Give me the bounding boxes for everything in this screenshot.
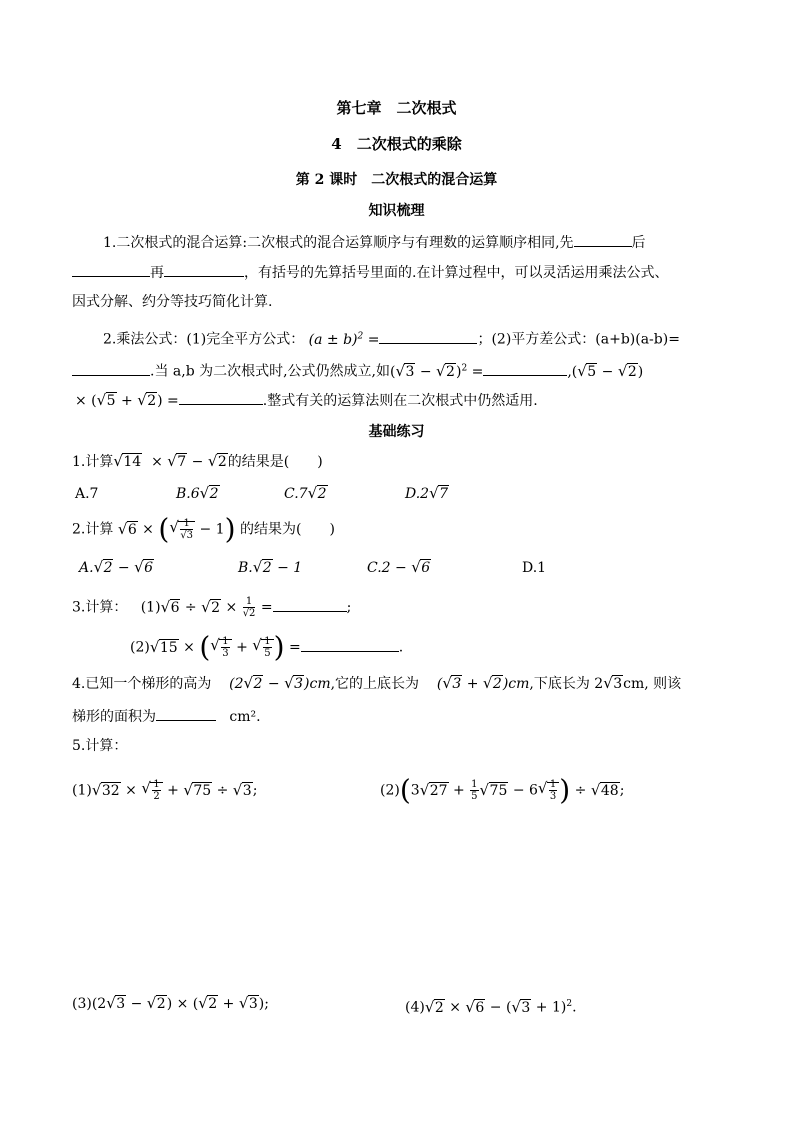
- text: cm².: [229, 709, 261, 725]
- text: .当 a,b 为二次根式时,公式仍然成立,如: [150, 363, 391, 380]
- question-5-stem: 5.计算：: [72, 738, 128, 754]
- text: 2.计算: [72, 521, 114, 538]
- text: B.: [238, 560, 253, 576]
- text: 4.已知一个梯形的高为: [72, 676, 212, 692]
- question-1-option-d: D.2√ 7: [405, 484, 449, 504]
- knowledge-p1-line3: 因式分解、约分等技巧简化计算.: [72, 294, 273, 310]
- knowledge-heading: 知识梳理: [368, 203, 425, 219]
- text: (3): [72, 996, 92, 1012]
- text: ；(2)平方差公式：(a+b)(a-b)=: [477, 331, 680, 348]
- text: 再: [150, 265, 164, 281]
- text: (4): [405, 999, 425, 1016]
- text: 1.二次根式的混合运算:二次根式的混合运算顺序与有理数的运算顺序相同,先: [103, 235, 574, 251]
- practice-heading: 基础练习: [368, 424, 425, 440]
- blank: [164, 262, 244, 277]
- question-3-part-1: 3.计算： (1)√ 6 ÷ √ 2 × $\frac{1}{√2}$ = ;: [72, 596, 351, 619]
- text: ,下底长为 2: [529, 676, 604, 692]
- chapter-title: 第七章 二次根式: [336, 99, 457, 117]
- text: (1): [140, 599, 161, 616]
- question-2-option-c: C.2 − √ 6: [367, 558, 431, 578]
- knowledge-p2-line3: [75, 390, 538, 411]
- blank: [483, 361, 567, 376]
- text: 2.乘法公式：(1)完全平方公式：: [103, 331, 305, 348]
- lesson-title: 第 2 课时 二次根式的混合运算: [295, 172, 498, 188]
- blank: [179, 390, 263, 405]
- question-1-option-c: C.7√ 2: [284, 484, 328, 504]
- blank: [574, 232, 632, 247]
- question-5-part-2: (2)(3√ 27 + $\frac{1}{5}$ √ 75 − 6 √ $\frac{1}{3}$ ) ÷ √ 48;: [380, 779, 624, 802]
- blank: [156, 706, 216, 721]
- question-2-option-d: D.1: [522, 560, 547, 576]
- text: 的结果为( ): [239, 521, 335, 538]
- text: 后: [631, 235, 646, 251]
- knowledge-p2-line1: [103, 326, 680, 350]
- text: 的结果是( ): [227, 454, 323, 470]
- question-1-stem: 1.计算√ 14 × √ 7 − √ 2的结果是( ): [72, 452, 323, 472]
- question-1-option-a: A.7: [75, 486, 99, 502]
- text: B.6: [176, 486, 200, 502]
- knowledge-p1-line2: [72, 262, 668, 283]
- text: 梯形的面积为: [72, 709, 156, 725]
- text: C.2 −: [367, 560, 407, 576]
- formula: $(a \pm b)^2$ =: [308, 331, 380, 348]
- formula: (√ 3 − √ 2)$^2$ =: [390, 364, 483, 380]
- blank: [379, 329, 477, 344]
- text: (2): [380, 782, 400, 799]
- question-5-part-1: (1)√ 32 × √ $\frac{1}{2}$ + √ 75 ÷ √ 3;: [72, 779, 257, 802]
- text: D.2: [405, 486, 430, 502]
- question-5-part-3: (3)(2√ 3 − √ 2) × (√ 2 + √ 3);: [72, 994, 269, 1014]
- blank: [72, 262, 150, 277]
- question-4-line2: [72, 706, 261, 727]
- question-3-part-2: (2)√ 15 × ( √ $\frac{1}{3}$ + √ $\frac{1}{5}$ ) = .: [130, 636, 403, 659]
- question-2-stem: 2.计算 √ 6 × ( √ $\frac{1}{√3}$ − 1) 的结果为( ): [72, 518, 335, 541]
- question-2-option-b: B.√ 2 − 1: [238, 558, 302, 578]
- text: C.7: [284, 486, 308, 502]
- text: A.: [79, 560, 94, 576]
- blank: [72, 361, 150, 376]
- blank: [301, 637, 399, 652]
- question-5-part-4: (4)√ 2 × √ 6 − (√ 3 + 1)$^2$.: [405, 994, 577, 1018]
- question-1-option-b: B.6√ 2: [176, 484, 220, 504]
- text: 1.计算: [72, 454, 114, 470]
- text: (2): [130, 639, 150, 656]
- knowledge-p2-line2: [72, 358, 643, 382]
- knowledge-p1-line1: [103, 232, 646, 253]
- text: .整式有关的运算法则在二次根式中仍然适用.: [262, 393, 538, 409]
- text: (1): [72, 782, 92, 799]
- blank: [273, 597, 347, 612]
- formula: × (√ 5 + √ 2) =: [75, 393, 179, 409]
- question-2-option-a: A.√ 2 − √ 6: [79, 558, 154, 578]
- text: 3.计算：: [72, 599, 128, 616]
- question-4-line1: 4.已知一个梯形的高为 (2√ 2 − √ 3)cm,它的上底长为 (√ 3 + √ 2)cm,下底长为 2√ 3cm, 则该: [72, 674, 681, 694]
- text: cm, 则该: [623, 676, 682, 692]
- section-title: 4 二次根式的乘除: [331, 135, 462, 153]
- formula: ,(√ 5 − √ 2): [567, 364, 643, 380]
- text: ,它的上底长为: [330, 676, 420, 692]
- text: ，有括号的先算括号里面的.在计算过程中，可以灵活运用乘法公式、: [244, 265, 669, 281]
